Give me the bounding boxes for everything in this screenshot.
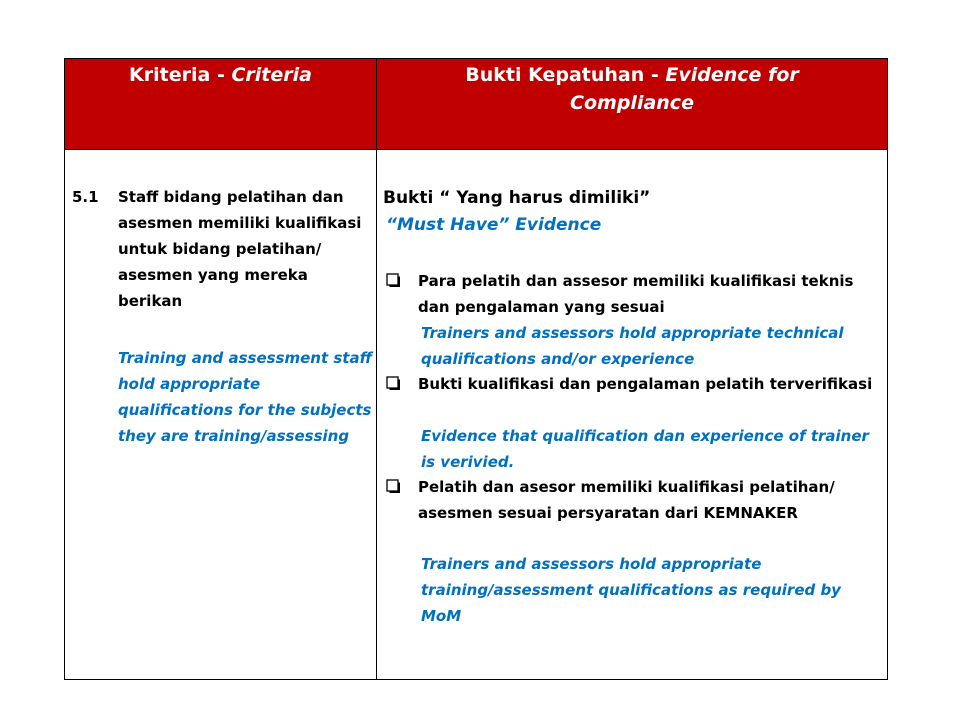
- evidence-title-en: “Must Have” Evidence: [386, 215, 602, 235]
- evidence-item-3-id: Pelatih dan asesor memiliki kualifikasi pelatihan/ asesmen sesuai persyaratan dari KEMNAKER: [418, 478, 835, 522]
- checkbox-bullet-icon: [386, 376, 401, 391]
- header-criteria: [65, 61, 376, 89]
- checkbox-bullet-icon: [386, 479, 401, 494]
- header-evidence-id: Bukti Kepatuhan -: [465, 64, 666, 86]
- evidence-item-3-en: Trainers and assessors hold appropriate training/assessment qualifications as required by MoM: [421, 555, 841, 625]
- criteria-text-en: Training and assessment staff hold appropriate qualifications for the subjects they are training/assessing: [118, 349, 373, 445]
- evidence-title-id: Bukti “ Yang harus dimiliki”: [383, 188, 651, 208]
- header-divider: [65, 149, 887, 150]
- criteria-text-id: Staff bidang pelatihan dan asesmen memiliki kualifikasi untuk bidang pelatihan/ asesmen yang mereka berikan: [118, 188, 362, 310]
- criteria-number: 5.1: [72, 188, 99, 206]
- evidence-item-1-en: Trainers and assessors hold appropriate technical qualifications and/or experience: [421, 324, 844, 368]
- evidence-item-2-id: Bukti kualifikasi dan pengalaman pelatih terverifikasi: [418, 375, 873, 393]
- evidence-item-1-id: Para pelatih dan assesor memiliki kualifikasi teknis dan pengalaman yang sesuai: [418, 272, 854, 316]
- checkbox-bullet-icon: [386, 273, 401, 288]
- header-criteria-en: Criteria: [231, 64, 312, 86]
- header-evidence-en-1: Evidence for: [665, 64, 799, 86]
- header-criteria-id: Kriteria -: [129, 64, 232, 86]
- header-evidence: [377, 61, 887, 117]
- column-divider: [376, 59, 377, 679]
- header-evidence-en-2: Compliance: [570, 92, 694, 114]
- evidence-item-2-en: Evidence that qualification dan experience of trainer is verivied.: [421, 427, 869, 471]
